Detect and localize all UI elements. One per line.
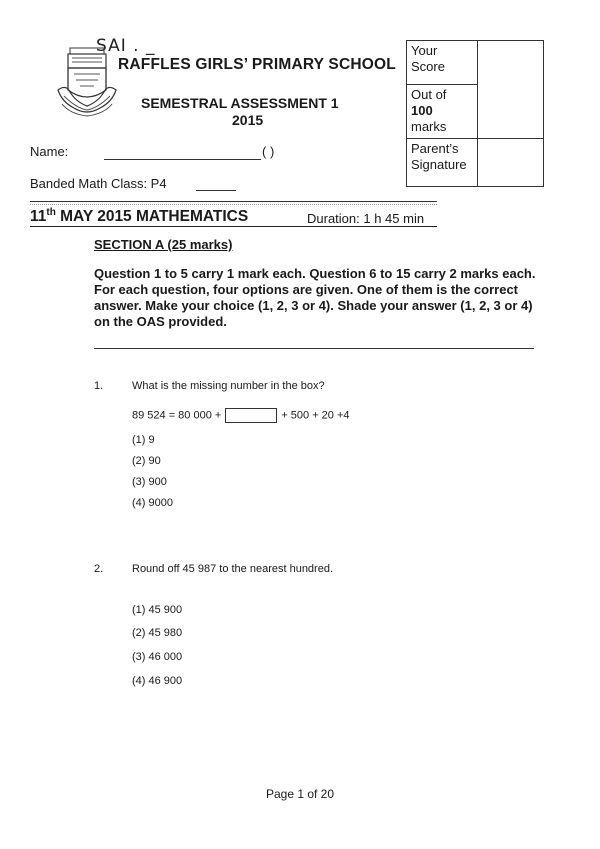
out-of-cell — [407, 84, 478, 138]
question-2-option-2: (2) 45 980 — [132, 627, 183, 639]
marks-label: marks — [411, 118, 447, 134]
question-2-number: 2. — [94, 563, 104, 575]
dateline-underline — [30, 226, 437, 227]
score-entry-cell — [477, 41, 543, 139]
question-2-option-4: (4) 46 900 — [132, 675, 183, 687]
question-1-option-4: (4) 9000 — [132, 497, 173, 509]
header-divider-dotted — [30, 204, 437, 205]
parent-signature-label: Parent’s Signature — [407, 139, 478, 187]
header-divider — [30, 201, 437, 202]
assessment-title: SEMESTRAL ASSESSMENT 1 — [141, 95, 339, 111]
question-1-text: What is the missing number in the box? — [132, 380, 325, 392]
section-instructions: Question 1 to 5 carry 1 mark each. Question 6 to 15 carry 2 marks each. For each question, four options are given. One of them is the correct answer. Make your choice (1, 2, 3 or 4). Shade your answer (1, 2, 3 or 4) on the OAS provided. — [94, 266, 536, 329]
page-number: Page 1 of 20 — [265, 787, 335, 801]
question-1-equation — [132, 408, 350, 423]
name-label: Name: — [30, 144, 69, 159]
exam-date-subject: 11th MAY 2015 MATHEMATICS — [30, 207, 249, 226]
name-underline — [104, 159, 261, 160]
signature-entry-cell — [477, 139, 543, 187]
equation-left: 89 524 = 80 000 + — [132, 409, 222, 422]
handwritten-scribble: SAI . _ — [96, 36, 156, 56]
out-of-label: Out of — [411, 86, 447, 102]
total-marks: 100 — [411, 102, 433, 118]
missing-number-box — [225, 408, 277, 423]
index-number-paren: ( ) — [262, 144, 275, 159]
your-score-label: Your Score — [407, 41, 478, 85]
exam-duration: Duration: 1 h 45 min — [307, 211, 425, 226]
score-box — [406, 40, 544, 187]
equation-right: + 500 + 20 +4 — [281, 409, 350, 422]
question-1-number: 1. — [94, 380, 104, 392]
question-2-text: Round off 45 987 to the nearest hundred. — [132, 563, 334, 575]
banded-class-label: Banded Math Class: P4 — [30, 176, 167, 191]
question-1-option-2: (2) 90 — [132, 455, 161, 467]
question-2-option-1: (1) 45 900 — [132, 604, 183, 616]
school-crest-icon — [56, 46, 118, 124]
banded-class-underline — [196, 190, 236, 191]
question-1-option-3: (3) 900 — [132, 476, 167, 488]
section-title: SECTION A (25 marks) — [94, 237, 233, 252]
question-1-option-1: (1) 9 — [132, 434, 155, 446]
question-2-option-3: (3) 46 000 — [132, 651, 183, 663]
instructions-divider — [94, 348, 534, 349]
assessment-year: 2015 — [232, 112, 264, 128]
school-name: RAFFLES GIRLS’ PRIMARY SCHOOL — [118, 56, 396, 73]
